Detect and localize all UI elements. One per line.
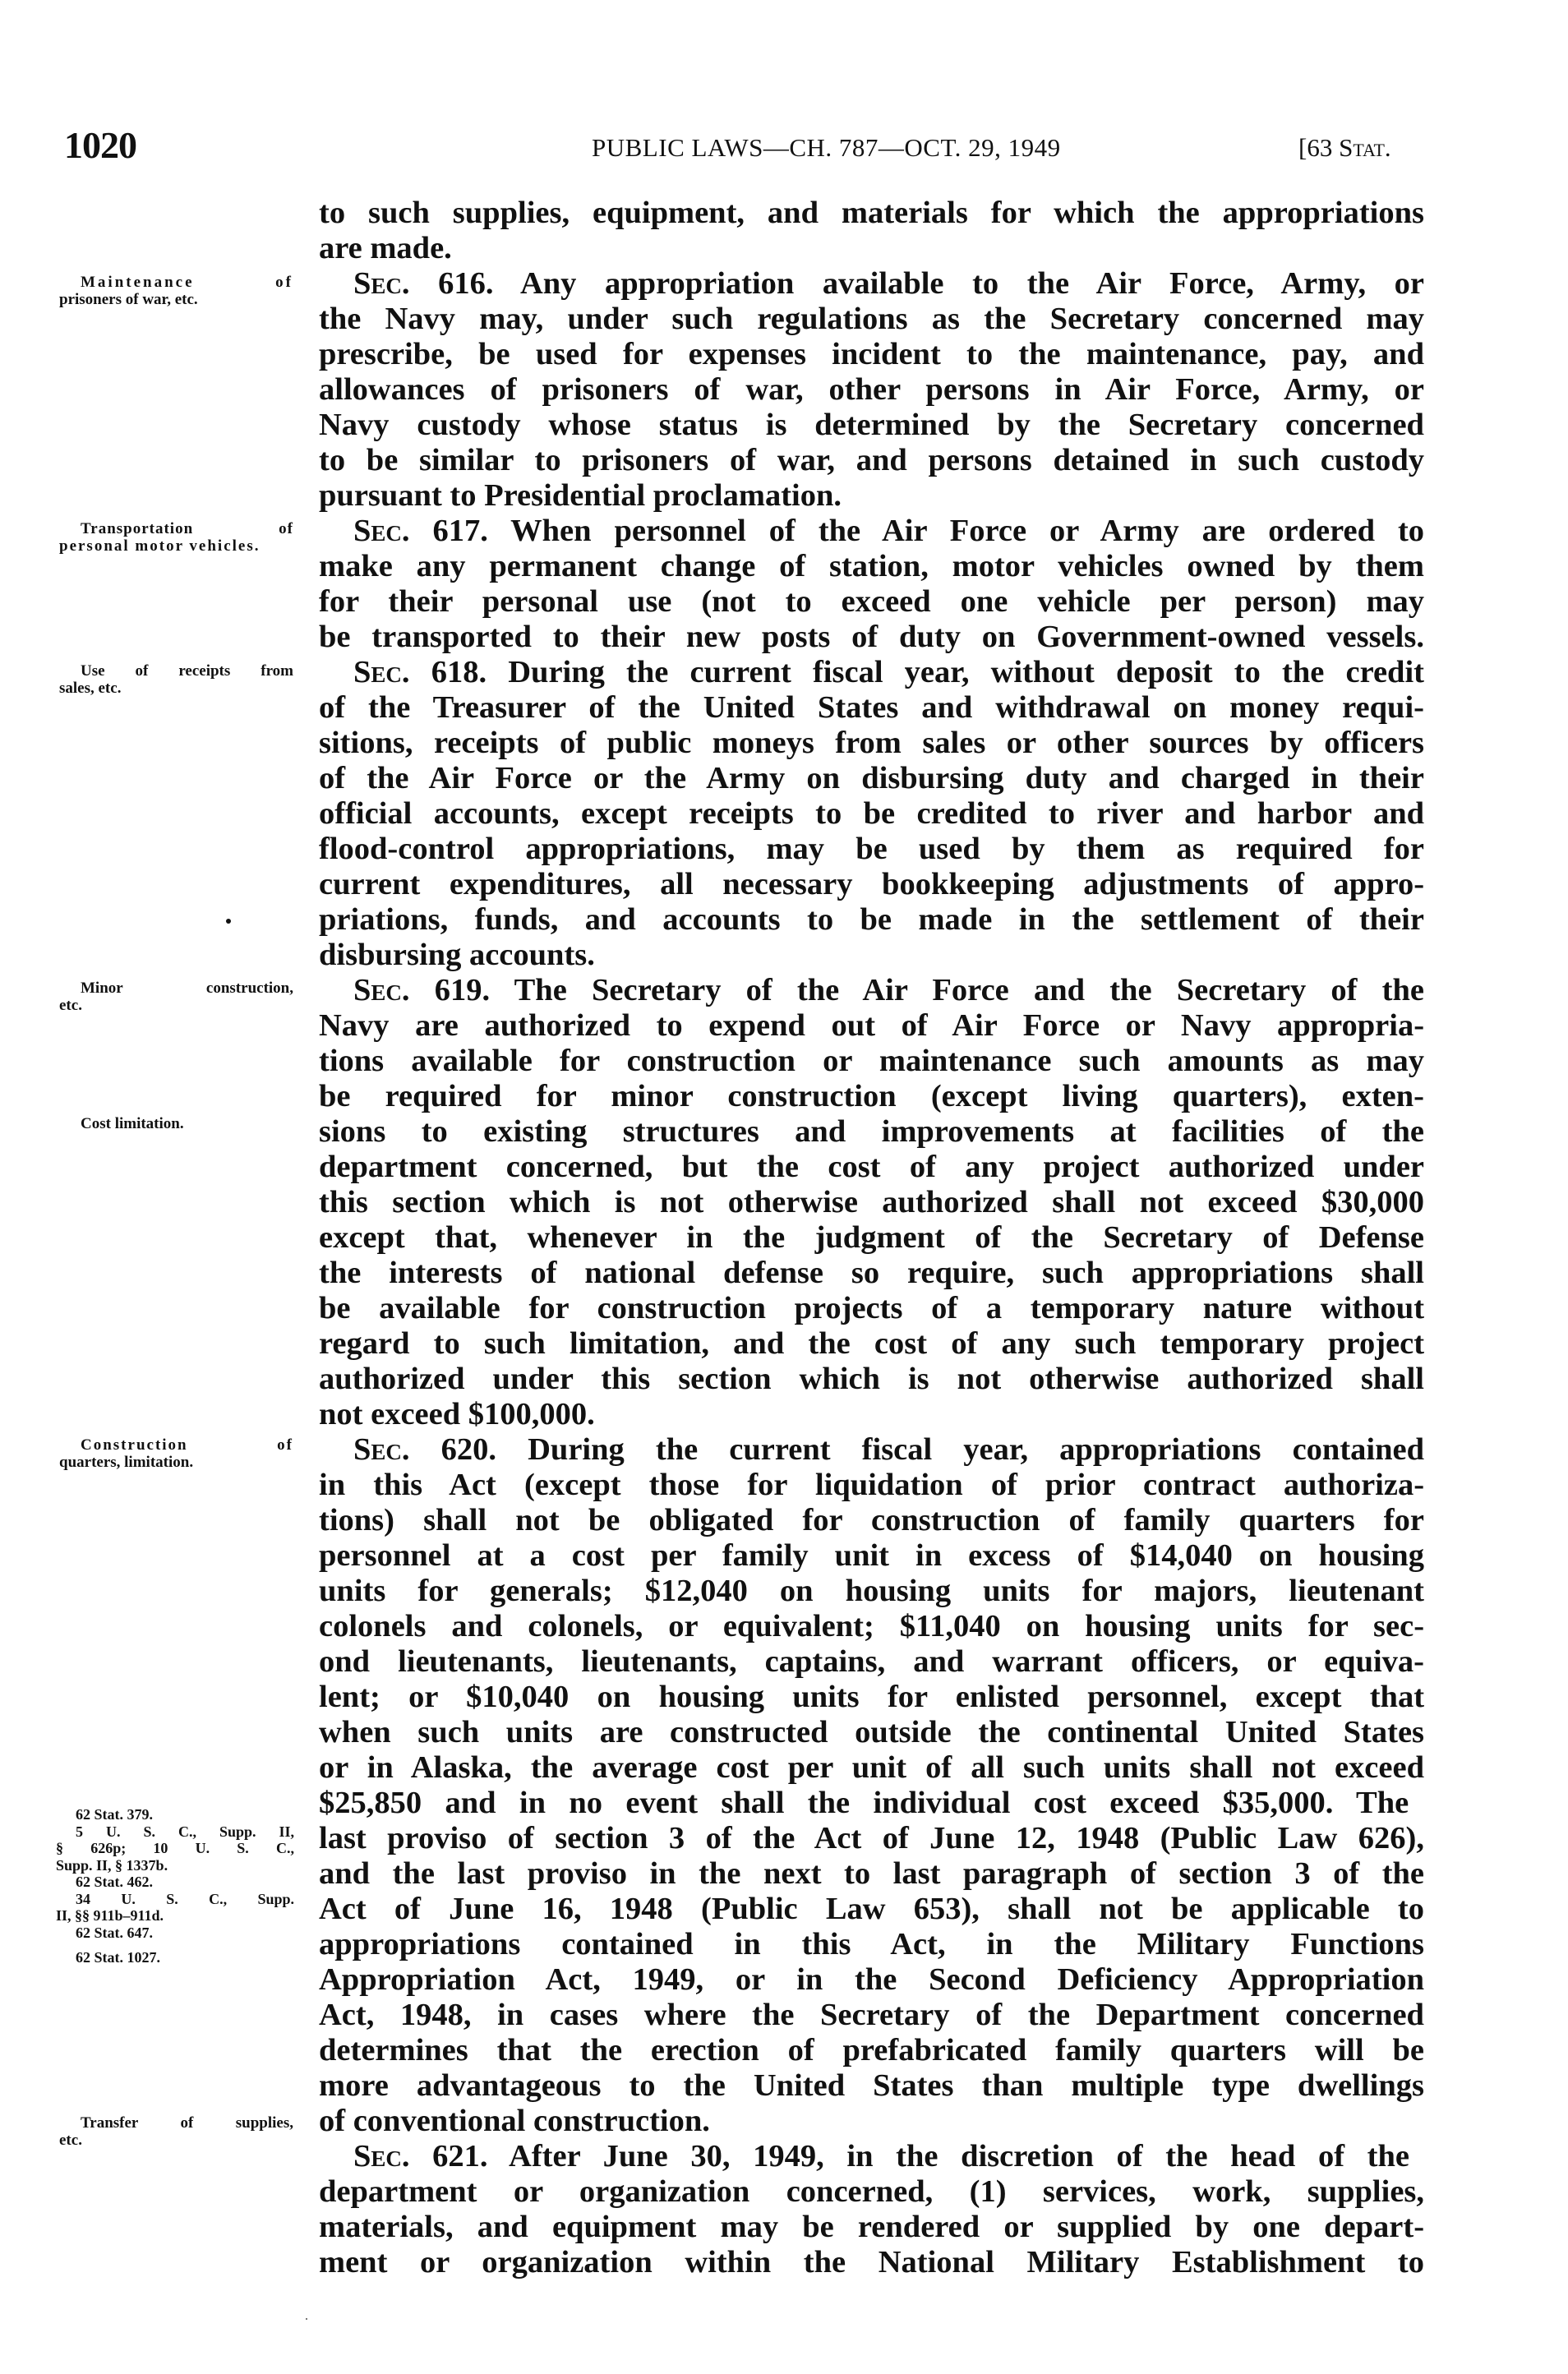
citation: 62 Stat. 1027. (76, 1949, 160, 1966)
text-line (319, 1821, 1424, 1856)
text-line (319, 796, 1424, 832)
line-text: When personnel of the Air Force or Army are ordered to (487, 514, 1425, 548)
section-number: Sec. 616. (353, 266, 494, 301)
text-line (319, 761, 1424, 796)
text-line (319, 1362, 1424, 1397)
line-text: ment or organization within the National Military Establishment to (319, 2245, 1424, 2280)
stray-dot-mark (226, 919, 231, 924)
citation: 5 U. S. C., Supp. II, (76, 1823, 294, 1840)
text-line (319, 1892, 1424, 1927)
text-line (319, 1786, 1424, 1821)
line-text: this section which is not otherwise authorized shall not exceed $30,000 (319, 1185, 1424, 1219)
citation: 62 Stat. 647. (76, 1924, 153, 1941)
statute-citations (56, 1806, 294, 1966)
text-line (319, 867, 1424, 902)
line-text: lent; or $10,040 on housing units for enlisted personnel, except that (319, 1680, 1425, 1714)
text-line (319, 1044, 1424, 1079)
section-number: Sec. 620. (353, 1432, 497, 1467)
line-text: flood-control appropriations, may be used by them as required for (319, 832, 1424, 866)
line-text: to such supplies, equipment, and materials for which the appropriations (319, 196, 1424, 230)
line-text: current expenditures, all necessary bookkeeping adjustments of appro- (319, 867, 1425, 901)
line-text: pursuant to Presidential proclamation. (319, 478, 842, 513)
text-line (319, 1256, 1424, 1291)
text-line (319, 549, 1424, 584)
line-text: After June 30, 1949, in the discretion of the head of the (487, 2139, 1409, 2173)
line-text: Act, 1948, in cases where the Secretary of the Department concerned (319, 1998, 1424, 2032)
text-line (319, 1574, 1424, 1609)
citation: 62 Stat. 379. (76, 1806, 153, 1823)
line-text: or in Alaska, the average cost per unit of all such units shall not exceed (319, 1750, 1424, 1785)
text-line (319, 1220, 1424, 1256)
line-text: materials, and equipment may be rendered or supplied by one depart- (319, 2210, 1425, 2244)
line-text: units for generals; $12,040 on housing units for majors, lieutenant (319, 1574, 1425, 1608)
text-line (319, 832, 1424, 867)
line-text: tions available for construction or maintenance such amounts as may (319, 1044, 1424, 1078)
line-text: except that, whenever in the judgment of the Secretary of Defense (319, 1220, 1424, 1255)
line-text: priations, funds, and accounts to be made in the settlement of their (319, 902, 1424, 937)
line-text: in this Act (except those for liquidation of prior contract authoriza- (319, 1468, 1425, 1502)
section-first-line (319, 266, 1424, 302)
margin-note-transportation-of-vehicles (59, 520, 293, 555)
margin-note-first-line: Transportation of (81, 520, 293, 537)
margin-note-first-line: Construction of (81, 1436, 293, 1454)
section-first-line (319, 514, 1424, 549)
text-line (319, 1538, 1424, 1574)
section-number: Sec. 621. (353, 2139, 488, 2173)
margin-note-first-line: Maintenance of (81, 274, 293, 291)
line-text: tions) shall not be obligated for construction of family quarters for (319, 1503, 1424, 1537)
text-line (319, 2068, 1424, 2104)
body-text-column (319, 196, 1424, 2280)
margin-note-use-of-receipts (59, 662, 293, 697)
line-text: to be similar to prisoners of war, and persons detained in such custody (319, 443, 1424, 477)
text-line (319, 902, 1424, 938)
margin-note-rest: etc. (59, 997, 82, 1014)
line-text: $25,850 and in no event shall the individual cost exceed $35,000. The (319, 1786, 1409, 1820)
line-text: Appropriation Act, 1949, or in the Second Deficiency Appropriation (319, 1962, 1424, 1997)
text-line (319, 938, 1424, 973)
margin-note-rest: quarters, limitation. (59, 1454, 194, 1471)
section-first-line (319, 973, 1424, 1008)
citation: 34 U. S. C., Supp. (76, 1890, 294, 1907)
line-text: are made. (319, 231, 452, 265)
line-text: Any appropriation available to the Air Force, Army, or (493, 266, 1424, 301)
text-line (319, 584, 1424, 620)
line-text: appropriations contained in this Act, in the Military Functions (319, 1927, 1425, 1961)
volume-prefix: [63 (1298, 133, 1340, 162)
text-line (319, 337, 1424, 372)
text-line (319, 620, 1424, 655)
text-line (319, 2174, 1424, 2210)
line-text: the interests of national defense so require, such appropriations shall (319, 1256, 1425, 1290)
text-line (319, 1326, 1424, 1362)
text-line (319, 1609, 1424, 1644)
line-text: colonels and colonels, or equivalent; $11,040 on housing units for sec- (319, 1609, 1425, 1643)
line-text: Navy custody whose status is determined by the Secretary concerned (319, 408, 1424, 442)
text-line (319, 1468, 1424, 1503)
text-line (319, 1680, 1424, 1715)
margin-note-construction-of-quarters (59, 1436, 293, 1471)
line-text: be required for minor construction (except living quarters), exten- (319, 1079, 1424, 1113)
margin-note-first-line: Minor construction, (81, 980, 293, 997)
citation: II, §§ 911b–911d. (56, 1907, 164, 1924)
section-number: Sec. 618. (353, 655, 487, 689)
text-line (319, 1927, 1424, 1962)
line-text: During the current fiscal year, without deposit to the credit (487, 655, 1424, 689)
running-head: PUBLIC LAWS—CH. 787—OCT. 29, 1949 (592, 133, 1061, 162)
line-text: make any permanent change of station, motor vehicles owned by them (319, 549, 1424, 583)
line-text: of conventional construction. (319, 2104, 710, 2138)
line-text: for their personal use (not to exceed one vehicle per person) may (319, 584, 1425, 619)
text-line (319, 2210, 1424, 2245)
line-text: be available for construction projects of a temporary nature without (319, 1291, 1425, 1325)
text-line (319, 1291, 1424, 1326)
margin-note-rest: personal motor vehicles. (59, 537, 261, 555)
line-text: determines that the erection of prefabricated family quarters will be (319, 2033, 1425, 2067)
margin-note-rest: sales, etc. (59, 680, 122, 697)
text-line (319, 1114, 1424, 1150)
section-number: Sec. 619. (353, 973, 491, 1007)
text-line (319, 2245, 1424, 2280)
line-text: and the last proviso in the next to last paragraph of section 3 of the (319, 1856, 1425, 1891)
text-line (319, 1962, 1424, 1998)
line-text: last proviso of section 3 of the Act of June 12, 1948 (Public Law 626), (319, 1821, 1424, 1855)
text-line (319, 1715, 1424, 1750)
text-line (319, 690, 1424, 726)
text-line (319, 2104, 1424, 2139)
margin-note-rest: etc. (59, 2132, 82, 2149)
text-line (319, 408, 1424, 443)
text-line (319, 1008, 1424, 1044)
text-line (319, 1503, 1424, 1538)
text-line (319, 1079, 1424, 1114)
text-line (319, 231, 1424, 266)
section-number: Sec. 617. (353, 514, 488, 548)
margin-note-first-line: Cost limitation. (81, 1115, 184, 1132)
line-text: more advantageous to the United States than multiple type dwellings (319, 2068, 1424, 2103)
line-text: of the Treasurer of the United States and withdrawal on money requi- (319, 690, 1424, 725)
text-line (319, 1998, 1424, 2033)
line-text: department or organization concerned, (1) services, work, supplies, (319, 2174, 1425, 2209)
text-line (319, 1150, 1424, 1185)
text-line (319, 2033, 1424, 2068)
line-text: ond lieutenants, lieutenants, captains, and warrant officers, or equiva- (319, 1644, 1424, 1679)
volume-label: Stat. (1339, 133, 1391, 162)
line-text: Navy are authorized to expend out of Air Force or Navy appropria- (319, 1008, 1425, 1043)
line-text: the Navy may, under such regulations as the Secretary concerned may (319, 302, 1424, 336)
line-text: regard to such limitation, and the cost of any such temporary project (319, 1326, 1425, 1361)
text-line (319, 1397, 1424, 1432)
section-first-line (319, 1432, 1424, 1468)
line-text: sitions, receipts of public moneys from sales or other sources by officers (319, 726, 1425, 760)
line-text: sions to existing structures and improvements at facilities of the (319, 1114, 1424, 1149)
line-text: personnel at a cost per family unit in excess of $14,040 on housing (319, 1538, 1424, 1573)
text-line (319, 478, 1424, 514)
line-text: be transported to their new posts of duty on Government-owned vessels. (319, 620, 1424, 654)
line-text: of the Air Force or the Army on disbursing duty and charged in their (319, 761, 1424, 795)
section-first-line (319, 655, 1424, 690)
line-text: not exceed $100,000. (319, 1397, 595, 1431)
line-text: authorized under this section which is not otherwise authorized shall (319, 1362, 1424, 1396)
margin-note-first-line: Transfer of supplies, (81, 2114, 293, 2132)
citation: § 626p; 10 U. S. C., (56, 1840, 294, 1856)
volume-reference (1298, 133, 1391, 163)
text-line (319, 302, 1424, 337)
margin-note-maintenance-of-prisoners (59, 274, 293, 308)
margin-note-cost-limitation (59, 1115, 293, 1132)
text-line (319, 726, 1424, 761)
line-text: The Secretary of the Air Force and the Secretary of the (490, 973, 1424, 1007)
text-line (319, 196, 1424, 231)
line-text: disbursing accounts. (319, 938, 595, 972)
text-line (319, 443, 1424, 478)
line-text: official accounts, except receipts to be credited to river and harbor and (319, 796, 1425, 831)
margin-note-transfer-of-supplies (59, 2114, 293, 2149)
text-line (319, 1750, 1424, 1786)
page-number: 1020 (64, 124, 136, 166)
line-text: During the current fiscal year, appropriations contained (496, 1432, 1425, 1467)
text-line (319, 1856, 1424, 1892)
citation: Supp. II, § 1337b. (56, 1856, 168, 1874)
line-text: prescribe, be used for expenses incident to the maintenance, pay, and (319, 337, 1425, 371)
margin-note-first-line: Use of receipts from (81, 662, 293, 680)
margin-note-rest: prisoners of war, etc. (59, 291, 198, 308)
line-text: when such units are constructed outside the continental United States (319, 1715, 1425, 1749)
text-line (319, 1185, 1424, 1220)
line-text: department concerned, but the cost of any project authorized under (319, 1150, 1425, 1184)
margin-note-minor-construction (59, 980, 293, 1014)
section-first-line (319, 2139, 1424, 2174)
text-line (319, 1644, 1424, 1680)
line-text: Act of June 16, 1948 (Public Law 653), shall not be applicable to (319, 1892, 1424, 1926)
line-text: allowances of prisoners of war, other persons in Air Force, Army, or (319, 372, 1425, 407)
citation: 62 Stat. 462. (76, 1874, 153, 1890)
text-line (319, 372, 1424, 408)
scan-speck (306, 2318, 307, 2320)
